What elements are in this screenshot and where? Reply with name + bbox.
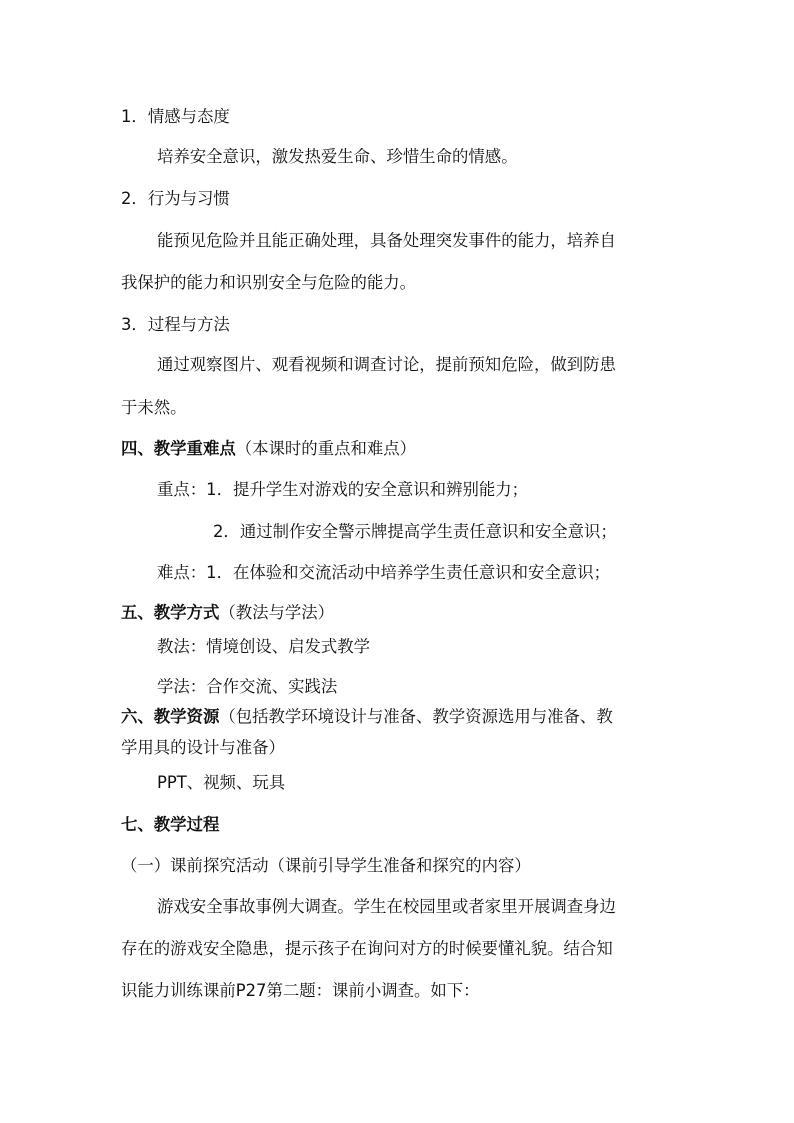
section-2-title: 2．行为与习惯: [121, 189, 230, 208]
section-2-text-line-1: 能预见危险并且能正确处理，具备处理突发事件的能力，培养自: [157, 231, 616, 250]
resources: PPT、视频、玩具: [157, 773, 286, 792]
heading-6-note-line-1: （包括教学环境设计与准备、教学资源选用与准备、教: [219, 707, 613, 726]
section-1-text: 培养安全意识，激发热爱生命、珍惜生命的情感。: [157, 147, 518, 166]
subsection-1-text-line-3: 识能力训练课前P27第二题：课前小调查。如下：: [121, 981, 480, 1000]
difficulty-1: 难点：1．在体验和交流活动中培养学生责任意识和安全意识；: [157, 563, 610, 582]
heading-5: [121, 601, 334, 625]
learning-method: 学法：合作交流、实践法: [157, 677, 338, 696]
heading-4-main: 四、教学重难点: [121, 439, 236, 458]
subsection-1-text-line-2: 存在的游戏安全隐患，提示孩子在询问对方的时候要懂礼貌。结合知: [121, 939, 613, 958]
section-3-title: 3．过程与方法: [121, 315, 230, 334]
subsection-1-text-line-1: 游戏安全事故事例大调查。学生在校园里或者家里开展调查身边: [157, 897, 616, 916]
heading-4-note: （本课时的重点和难点）: [235, 439, 417, 458]
section-3-text-line-1: 通过观察图片、观看视频和调查讨论，提前预知危险，做到防患: [157, 355, 616, 374]
section-3-text-line-2: 于未然。: [121, 398, 187, 417]
heading-6-note-line-2: 学用具的设计与准备）: [121, 738, 285, 757]
section-2-text-line-2: 我保护的能力和识别安全与危险的能力。: [121, 273, 417, 292]
heading-6-main: 六、教学资源: [121, 707, 220, 726]
key-point-1: 重点：1．提升学生对游戏的安全意识和辨别能力；: [157, 480, 529, 499]
section-1-title: 1．情感与态度: [121, 107, 230, 126]
subsection-1-title: （一）课前探究活动（课前引导学生准备和探究的内容）: [121, 856, 531, 875]
heading-5-main: 五、教学方式: [121, 603, 220, 622]
key-point-2: 2．通过制作安全警示牌提高学生责任意识和安全意识；: [213, 522, 617, 541]
heading-6: [121, 705, 613, 729]
heading-7: 七、教学过程: [121, 815, 220, 834]
teaching-method: 教法：情境创设、启发式教学: [157, 637, 371, 656]
heading-5-note: （教法与学法）: [219, 603, 335, 622]
heading-4: [121, 437, 416, 461]
